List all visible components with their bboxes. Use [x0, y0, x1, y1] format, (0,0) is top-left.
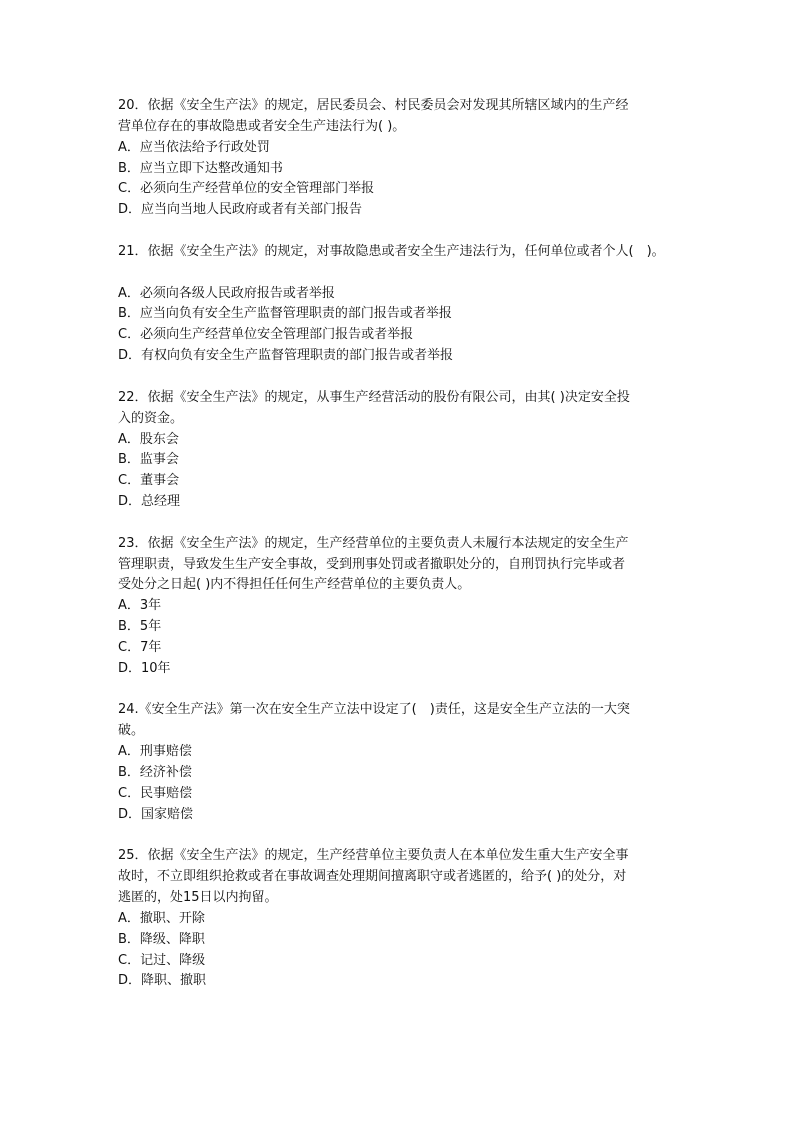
answer-option: C．必须向生产经营单位安全管理部门报告或者举报	[118, 327, 414, 343]
blank-line	[118, 263, 698, 284]
answer-option: D．10年	[118, 660, 171, 676]
question-stem-line: 破。	[118, 723, 145, 739]
answer-option: C．董事会	[118, 473, 180, 489]
answer-option: C．必须向生产经营单位的安全管理部门举报	[118, 181, 375, 197]
answer-option: D．应当向当地人民政府或者有关部门报告	[118, 202, 363, 218]
question-block	[118, 242, 698, 367]
answer-option: B．应当立即下达整改通知书	[118, 160, 283, 176]
question-block	[118, 700, 698, 825]
question-stem-line: 入的资金。	[118, 410, 184, 426]
question-block	[118, 96, 698, 221]
answer-option: A．撤职、开除	[118, 910, 205, 926]
question-stem-line: 管理职责，导致发生生产安全事故，受到刑事处罚或者撤职处分的，自刑罚执行完毕或者	[118, 556, 626, 572]
question-separator	[118, 513, 698, 534]
answer-option: D．国家赔偿	[118, 806, 194, 822]
answer-option: C．记过、降级	[118, 952, 206, 968]
answer-option: B．监事会	[118, 452, 179, 468]
answer-option: A．必须向各级人民政府报告或者举报	[118, 285, 335, 301]
question-stem-line: 营单位存在的事故隐患或者安全生产违法行为( )。	[118, 118, 406, 134]
answer-option: B．5年	[118, 619, 162, 635]
question-stem-line: 逃匿的，处15日以内拘留。	[118, 890, 278, 906]
answer-option: A．应当依法给予行政处罚	[118, 139, 270, 155]
answer-option: D．总经理	[118, 494, 181, 510]
question-stem-line: 20．依据《安全生产法》的规定，居民委员会、村民委员会对发现其所辖区域内的生产经	[118, 98, 629, 113]
answer-option: A．股东会	[118, 431, 179, 447]
document-page	[118, 96, 698, 992]
question-stem-line: 受处分之日起( )内不得担任任何生产经营单位的主要负责人。	[118, 577, 471, 593]
answer-option: C．7年	[118, 639, 162, 655]
answer-option: B．应当向负有安全生产监督管理职责的部门报告或者举报	[118, 306, 452, 322]
question-stem-line: 24.《安全生产法》第一次在安全生产立法中设定了( )责任，这是安全生产立法的一大突	[118, 702, 630, 718]
answer-option: D．有权向负有安全生产监督管理职责的部门报告或者举报	[118, 348, 454, 364]
answer-option: A．3年	[118, 598, 162, 614]
answer-option: A．刑事赔偿	[118, 744, 192, 760]
question-stem-line: 22．依据《安全生产法》的规定，从事生产经营活动的股份有限公司，由其( )决定安全投	[118, 389, 630, 405]
answer-option: B．经济补偿	[118, 765, 192, 780]
answer-option: C．民事赔偿	[118, 785, 193, 801]
question-separator	[118, 826, 698, 847]
question-stem-line: 23．依据《安全生产法》的规定，生产经营单位的主要负责人未履行本法规定的安全生产	[118, 535, 629, 551]
question-stem-line: 21．依据《安全生产法》的规定，对事故隐患或者安全生产违法行为，任何单位或者个人( )。	[118, 243, 665, 259]
answer-option: D．降职、撤职	[118, 973, 207, 989]
question-block	[118, 388, 698, 513]
question-block	[118, 534, 698, 680]
question-stem-line: 故时，不立即组织抢救或者在事故调查处理期间擅离职守或者逃匿的，给予( )的处分，对	[118, 869, 627, 885]
question-block	[118, 846, 698, 992]
question-separator	[118, 221, 698, 242]
question-stem-line: 25．依据《安全生产法》的规定，生产经营单位主要负责人在本单位发生重大生产安全事	[118, 848, 629, 864]
question-separator	[118, 367, 698, 388]
question-separator	[118, 680, 698, 701]
answer-option: B．降级、降职	[118, 931, 205, 947]
